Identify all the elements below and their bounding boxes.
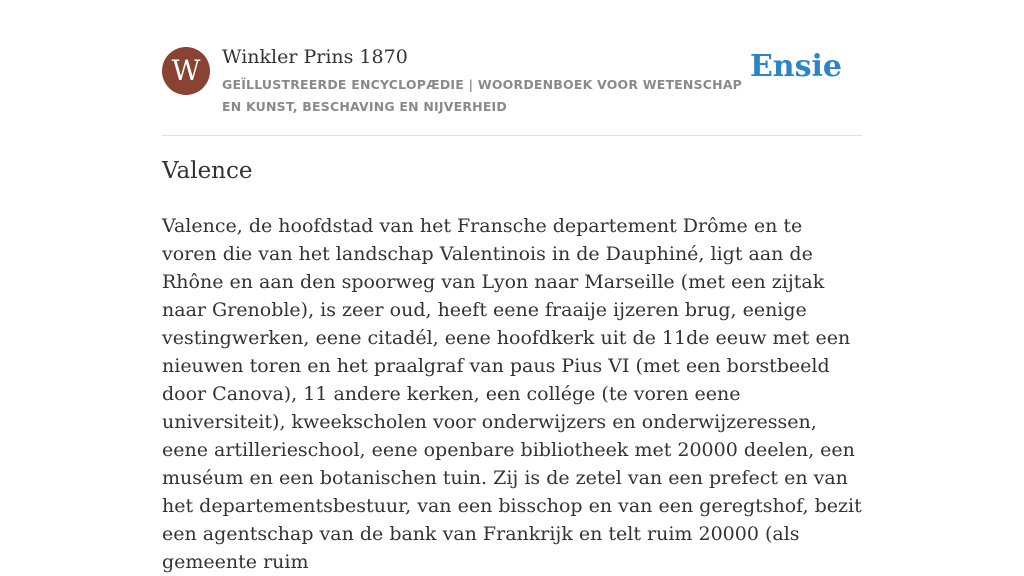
divider — [162, 135, 862, 136]
source-subtitle: GEÏLLUSTREERDE ENCYCLOPÆDIE | WOORDENBOEK VOOR WETENSCHAP EN KUNST, BESCHAVING EN NIJVERHEID — [222, 77, 743, 114]
entry-title: Valence — [162, 158, 253, 184]
source-header — [162, 45, 862, 115]
source-title[interactable]: Winkler Prins 1870 — [222, 46, 408, 68]
ensie-logo[interactable]: Ensie — [749, 49, 842, 84]
entry-body: Valence, de hoofdstad van het Fransche departement Drôme en te voren die van het landschap Valentinois in de Dauphiné, ligt aan de Rhône en aan den spoorweg van Lyon naar Marseille (met een zijtak naar Grenoble), is zeer oud, heeft eene fraaije ijzeren brug, eenige vestingwerken, eene citadél, eene hoofdkerk uit de 11de eeuw met een nieuwen toren en het praalgraf van paus Pius VI (met een borstbeeld door Canova), 11 andere kerken, een collége (te voren eene universiteit), kweekscholen voor onderwijzers en onderwijzeressen, eene artillerieschool, eene openbare bibliotheek met 20000 deelen, een muséum en een botanischen tuin. Zij is de zetel van een prefect en van het departementsbestuur, van een bisschop en van een geregtshof, bezit een agentschap van de bank van Frankrijk en telt ruim 20000 (als gemeente ruim — [162, 215, 862, 573]
avatar[interactable]: W — [162, 47, 210, 95]
